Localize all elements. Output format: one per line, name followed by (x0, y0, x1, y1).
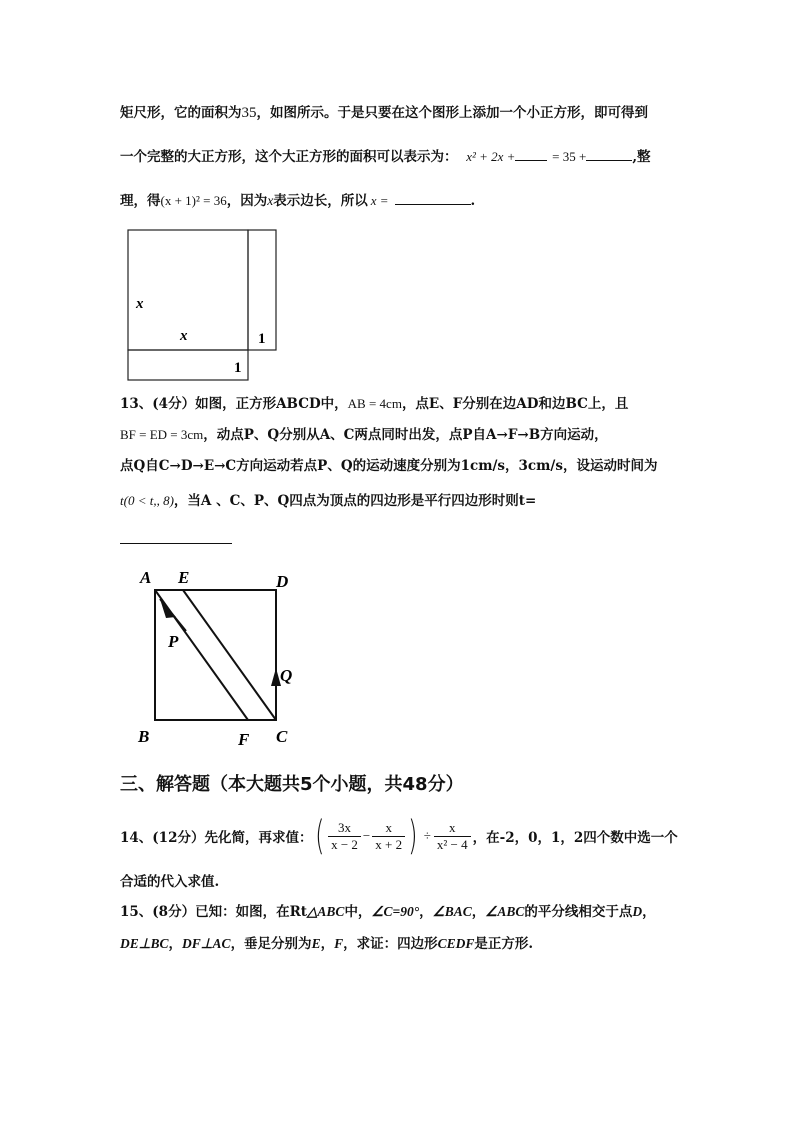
text-segment: 矩尺形，它的面积为 (120, 105, 242, 121)
square-figure-diagram (120, 222, 290, 387)
text-segment: 理，得 (120, 193, 161, 209)
text-segment: ,整 (632, 149, 651, 165)
left-paren: ( (315, 813, 325, 859)
text-segment: ，如图所示。于是只要在这个图形上添加一个小正方形，即可得到 (256, 105, 648, 121)
fill-blank (515, 148, 547, 161)
math-expression: BF = ED = 3cm (120, 427, 204, 442)
math-expression: x = (370, 193, 389, 208)
q13-line-2 (120, 425, 608, 445)
math-expression: △ABC (307, 904, 345, 919)
label-a: A (140, 568, 152, 587)
q14-line-2 (120, 872, 219, 892)
text-segment: 的平分线相交于点 (524, 904, 633, 920)
right-paren: ) (408, 813, 418, 859)
math-expression: DF⊥AC (182, 936, 231, 951)
text-segment: 合适的代入求值. (120, 874, 220, 890)
text-segment: . (470, 193, 476, 209)
numerator: x (372, 820, 405, 837)
label-e: E (178, 568, 190, 587)
text-segment: 点Q自C→D→E→C方向运动若点P、Q的运动速度分别为1cm/s，3cm/s，设运动时间为 (120, 458, 658, 474)
text-segment: ， (642, 904, 656, 920)
denominator: x − 2 (331, 836, 358, 852)
label-x-bottom: x (180, 328, 188, 344)
arrow-p-line (160, 599, 186, 631)
text-line-1 (120, 103, 648, 123)
text-segment: ，点E、F分别在边AD和边BC上，且 (401, 396, 629, 412)
math-expression: E (311, 936, 321, 951)
text-segment: ， (419, 904, 433, 920)
label-b: B (138, 727, 150, 746)
denominator: x² − 4 (436, 836, 468, 852)
label-1-bottom: 1 (234, 360, 242, 376)
math-variable: x (267, 193, 274, 208)
text-segment: ，垂足分别为 (230, 936, 312, 952)
math-expression: D (632, 904, 643, 919)
text-line-2 (120, 147, 651, 167)
math-expression: AB = 4cm (347, 396, 402, 411)
big-square (128, 230, 248, 350)
square-abcd-diagram (130, 565, 310, 755)
q13-answer-blank (120, 543, 232, 544)
math-expression: F (334, 936, 344, 951)
fraction-2 (372, 820, 405, 853)
text-segment: ， (471, 904, 486, 920)
math-expression: = 35 + (552, 149, 587, 164)
label-p: P (168, 632, 179, 651)
fraction-3 (434, 820, 471, 853)
fraction-1 (328, 820, 361, 853)
q15-line-1 (120, 902, 656, 922)
math-expression: ∠C=90° (371, 904, 420, 919)
label-1-right: 1 (258, 331, 266, 347)
minus-sign: − (362, 828, 371, 843)
text-segment: 15、(8分）已知：如图，在Rt (120, 904, 308, 920)
text-segment: 一个完整的大正方形，这个大正方形的面积可以表示为： (120, 149, 458, 165)
q13-line-3 (120, 456, 657, 476)
text-line-3 (120, 191, 475, 211)
math-expression: x² + 2x + (466, 149, 516, 164)
text-segment: 表示边长，所以 (273, 193, 368, 209)
label-x-side: x (136, 296, 144, 312)
label-q: Q (280, 666, 293, 685)
text-segment: ，因为 (226, 193, 268, 209)
text-segment: 13、(4分）如图，正方形ABCD中， (120, 396, 348, 412)
math-expression: CEDF (437, 936, 475, 951)
text-segment: ， (168, 936, 183, 952)
q13-line-1 (120, 394, 628, 414)
text-segment: ，求证：四边形 (343, 936, 438, 952)
fill-blank (395, 192, 471, 205)
text-segment: ，当A 、C、P、Q四点为顶点的四边形是平行四边形时则t= (173, 493, 537, 509)
math-expression: ∠BAC (432, 904, 472, 919)
q14-line-1 (120, 812, 678, 860)
text-segment: ， (320, 936, 335, 952)
q13-line-4 (120, 491, 536, 511)
bottom-rectangle (128, 350, 248, 380)
denominator: x + 2 (375, 836, 403, 852)
numerator: x (434, 820, 471, 837)
math-expression: ∠ABC (485, 904, 525, 919)
math-expression: (x + 1)² = 36 (160, 193, 227, 208)
q15-line-2 (120, 934, 533, 954)
text-segment: ，动点P、Q分别从A、C两点同时出发，点P自A→F→B方向运动， (203, 427, 608, 443)
numerator: 3x (328, 820, 361, 837)
square-abcd (155, 590, 276, 720)
math-35: 35 (241, 105, 257, 121)
label-c: C (276, 727, 288, 746)
math-expression: DE⊥BC (120, 936, 169, 951)
section-heading: 三、解答题（本大题共5个小题，共48分） (120, 774, 464, 795)
text-segment: ，在-2，0，1，2四个数中选一个 (472, 830, 678, 846)
text-segment: 中， (344, 904, 372, 920)
math-expression: t(0 < t,, 8) (120, 493, 174, 508)
text-segment: 是正方形. (474, 936, 534, 952)
segment-ec (183, 590, 276, 720)
fill-blank (586, 148, 632, 161)
label-f: F (238, 730, 250, 749)
label-d: D (276, 572, 289, 591)
divide-sign: ÷ (423, 828, 431, 843)
text-segment: 14、(12分）先化简，再求值： (120, 830, 313, 846)
